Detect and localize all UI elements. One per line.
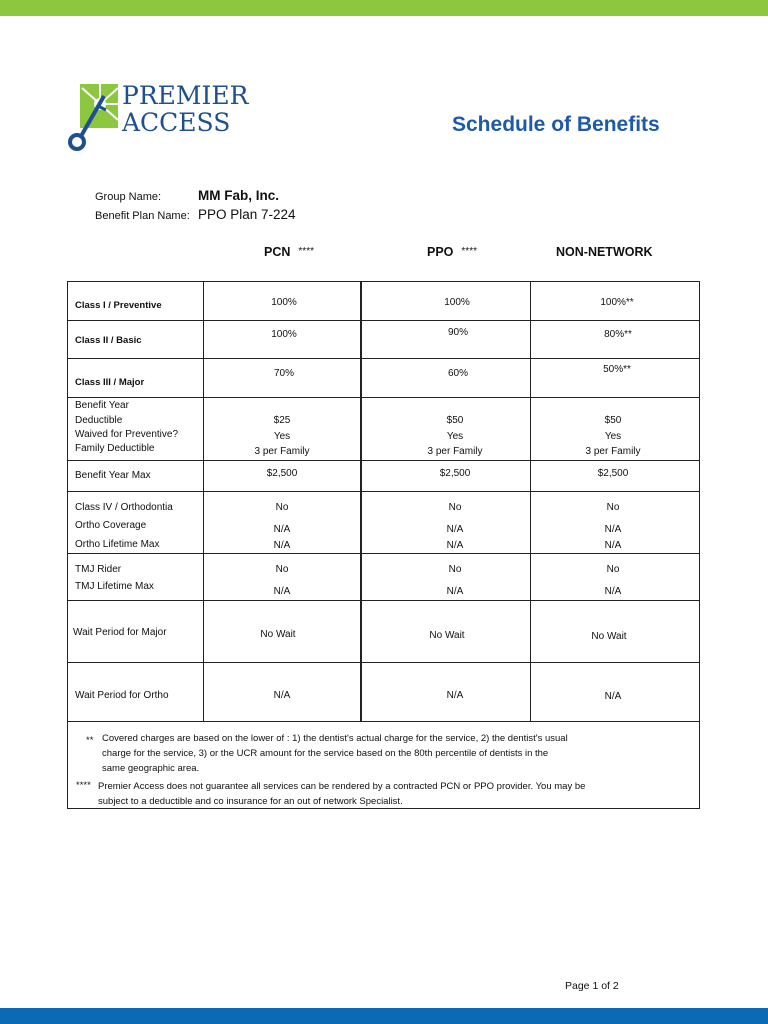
table-column-rule: [203, 281, 204, 722]
ppo-footnote-mark: ****: [461, 246, 477, 257]
column-header-pcn: [264, 245, 314, 259]
cell-waived-ppo: Yes: [446, 431, 464, 442]
logo-line-access: ACCESS: [122, 108, 231, 137]
table-rule: [67, 397, 700, 398]
cell-tmj-lifetime-ppo: N/A: [446, 586, 464, 597]
cell-ortho-coverage-non-network: N/A: [604, 524, 622, 535]
cell-class3-non-network: 50%**: [603, 364, 631, 375]
pcn-footnote-mark: ****: [298, 246, 314, 257]
cell-waived-non-network: Yes: [604, 431, 622, 442]
footnote-text: [98, 779, 658, 809]
cell-family-deductible-ppo: 3 per Family: [427, 446, 483, 457]
table-rule: [67, 600, 700, 601]
cell-wait-major-pcn: No Wait: [260, 629, 296, 640]
row-label-family-deductible: Family Deductible: [75, 443, 155, 454]
cell-deductible-pcn: $25: [273, 415, 291, 426]
row-label-ortho-lifetime-max: Ortho Lifetime Max: [75, 539, 160, 550]
cell-wait-ortho-ppo: N/A: [446, 690, 464, 701]
cell-class2-pcn: 100%: [271, 329, 297, 340]
table-column-rule: [530, 281, 531, 722]
footnote-line: charge for the service, 3) or the UCR amount for the service based on the 80th percentile of dentists in the: [102, 748, 549, 759]
cell-tmj-lifetime-pcn: N/A: [273, 586, 291, 597]
benefit-plan-value: PPO Plan 7-224: [198, 207, 296, 222]
cell-wait-ortho-non-network: N/A: [604, 691, 622, 702]
group-name-value: MM Fab, Inc.: [198, 188, 279, 203]
cell-ortho-lifetime-pcn: N/A: [273, 540, 291, 551]
cell-ortho-lifetime-non-network: N/A: [604, 540, 622, 551]
row-label-wait-period-ortho: Wait Period for Ortho: [75, 690, 169, 701]
row-label-ortho-coverage: Ortho Coverage: [75, 520, 147, 531]
cell-class3-pcn: 70%: [273, 368, 295, 379]
row-label-tmj-rider: TMJ Rider: [75, 564, 122, 575]
group-name-label: Group Name:: [95, 191, 162, 203]
cell-ortho-coverage-pcn: N/A: [273, 524, 291, 535]
table-rule: [67, 491, 700, 492]
table-rule: [67, 320, 700, 321]
cell-deductible-non-network: $50: [604, 415, 622, 426]
cell-ortho-lifetime-ppo: N/A: [446, 540, 464, 551]
cell-ortho-non-network: No: [606, 502, 620, 513]
cell-class1-pcn: 100%: [271, 297, 297, 308]
cell-class2-non-network: 80%**: [604, 329, 632, 340]
cell-wait-major-non-network: No Wait: [591, 631, 627, 642]
table-border-right: [699, 281, 700, 809]
logo-wordmark: [122, 82, 248, 136]
row-label-class3: Class III / Major: [75, 377, 145, 388]
cell-max-non-network: $2,500: [597, 468, 629, 479]
footnote-line: Premier Access does not guarantee all services can be rendered by a contracted PCN or PPO provider. You may be: [98, 781, 586, 792]
row-label-benefit-year-max: Benefit Year Max: [75, 470, 151, 481]
table-rule: [67, 460, 700, 461]
cell-waived-pcn: Yes: [273, 431, 291, 442]
footnote-text: [102, 731, 662, 776]
column-header-ppo: [427, 245, 477, 259]
footnote-mark-quad-star: ****: [76, 780, 91, 791]
cell-wait-ortho-pcn: N/A: [273, 690, 291, 701]
cell-family-deductible-pcn: 3 per Family: [254, 446, 310, 457]
table-rule: [67, 553, 700, 554]
bottom-accent-bar: [0, 1008, 768, 1024]
footnote-line: subject to a deductible and co insurance for an out of network Specialist.: [98, 796, 403, 807]
benefit-plan-label: Benefit Plan Name:: [95, 210, 190, 222]
table-rule: [67, 662, 700, 663]
column-header-non-network: NON-NETWORK: [556, 245, 653, 259]
footnote-line: Covered charges are based on the lower of : 1) the dentist's actual charge for the service, 2) the dentist's usual: [102, 733, 568, 744]
cell-tmj-pcn: No: [275, 564, 289, 575]
row-label-class1: Class I / Preventive: [75, 300, 162, 311]
row-label-benefit-year: Benefit Year: [75, 400, 129, 411]
row-label-wait-period-major: Wait Period for Major: [73, 627, 167, 638]
row-label-deductible: Deductible: [75, 415, 123, 426]
cell-wait-major-ppo: No Wait: [429, 630, 465, 641]
cell-class3-ppo: 60%: [447, 368, 469, 379]
cell-ortho-coverage-ppo: N/A: [446, 524, 464, 535]
cell-ortho-pcn: No: [275, 502, 289, 513]
benefit-plan-row: [95, 207, 296, 222]
footnote-line: same geographic area.: [102, 763, 200, 774]
key-sun-icon: [66, 78, 122, 158]
cell-tmj-lifetime-non-network: N/A: [604, 586, 622, 597]
ppo-label: PPO: [427, 245, 454, 259]
page-title: Schedule of Benefits: [452, 113, 660, 136]
cell-ortho-ppo: No: [448, 502, 462, 513]
footnote-mark-double-star: **: [86, 735, 94, 746]
table-border-top: [67, 281, 700, 282]
group-name-row: [95, 188, 279, 203]
cell-tmj-non-network: No: [606, 564, 620, 575]
row-label-class4-orthodontia: Class IV / Orthodontia: [75, 502, 173, 513]
table-border-left: [67, 281, 68, 809]
cell-deductible-ppo: $50: [446, 415, 464, 426]
table-rule: [67, 721, 700, 722]
row-label-class2: Class II / Basic: [75, 335, 142, 346]
cell-tmj-ppo: No: [448, 564, 462, 575]
pcn-label: PCN: [264, 245, 291, 259]
cell-class1-ppo: 100%: [444, 297, 470, 308]
page-number: Page 1 of 2: [565, 980, 619, 992]
cell-class2-ppo: 90%: [447, 327, 469, 338]
premier-access-logo: [66, 78, 249, 158]
footnote-double-star: [72, 731, 692, 776]
row-label-tmj-lifetime-max: TMJ Lifetime Max: [75, 581, 154, 592]
logo-line-premier: PREMIER: [122, 81, 249, 110]
table-rule: [67, 358, 700, 359]
top-accent-bar: [0, 0, 768, 16]
table-column-rule: [360, 281, 362, 722]
footnote-quad-star: [72, 779, 692, 809]
cell-class1-non-network: 100%**: [600, 297, 634, 308]
cell-max-ppo: $2,500: [439, 468, 471, 479]
row-label-waived-preventive: Waived for Preventive?: [75, 429, 179, 440]
cell-family-deductible-non-network: 3 per Family: [585, 446, 641, 457]
cell-max-pcn: $2,500: [266, 468, 298, 479]
